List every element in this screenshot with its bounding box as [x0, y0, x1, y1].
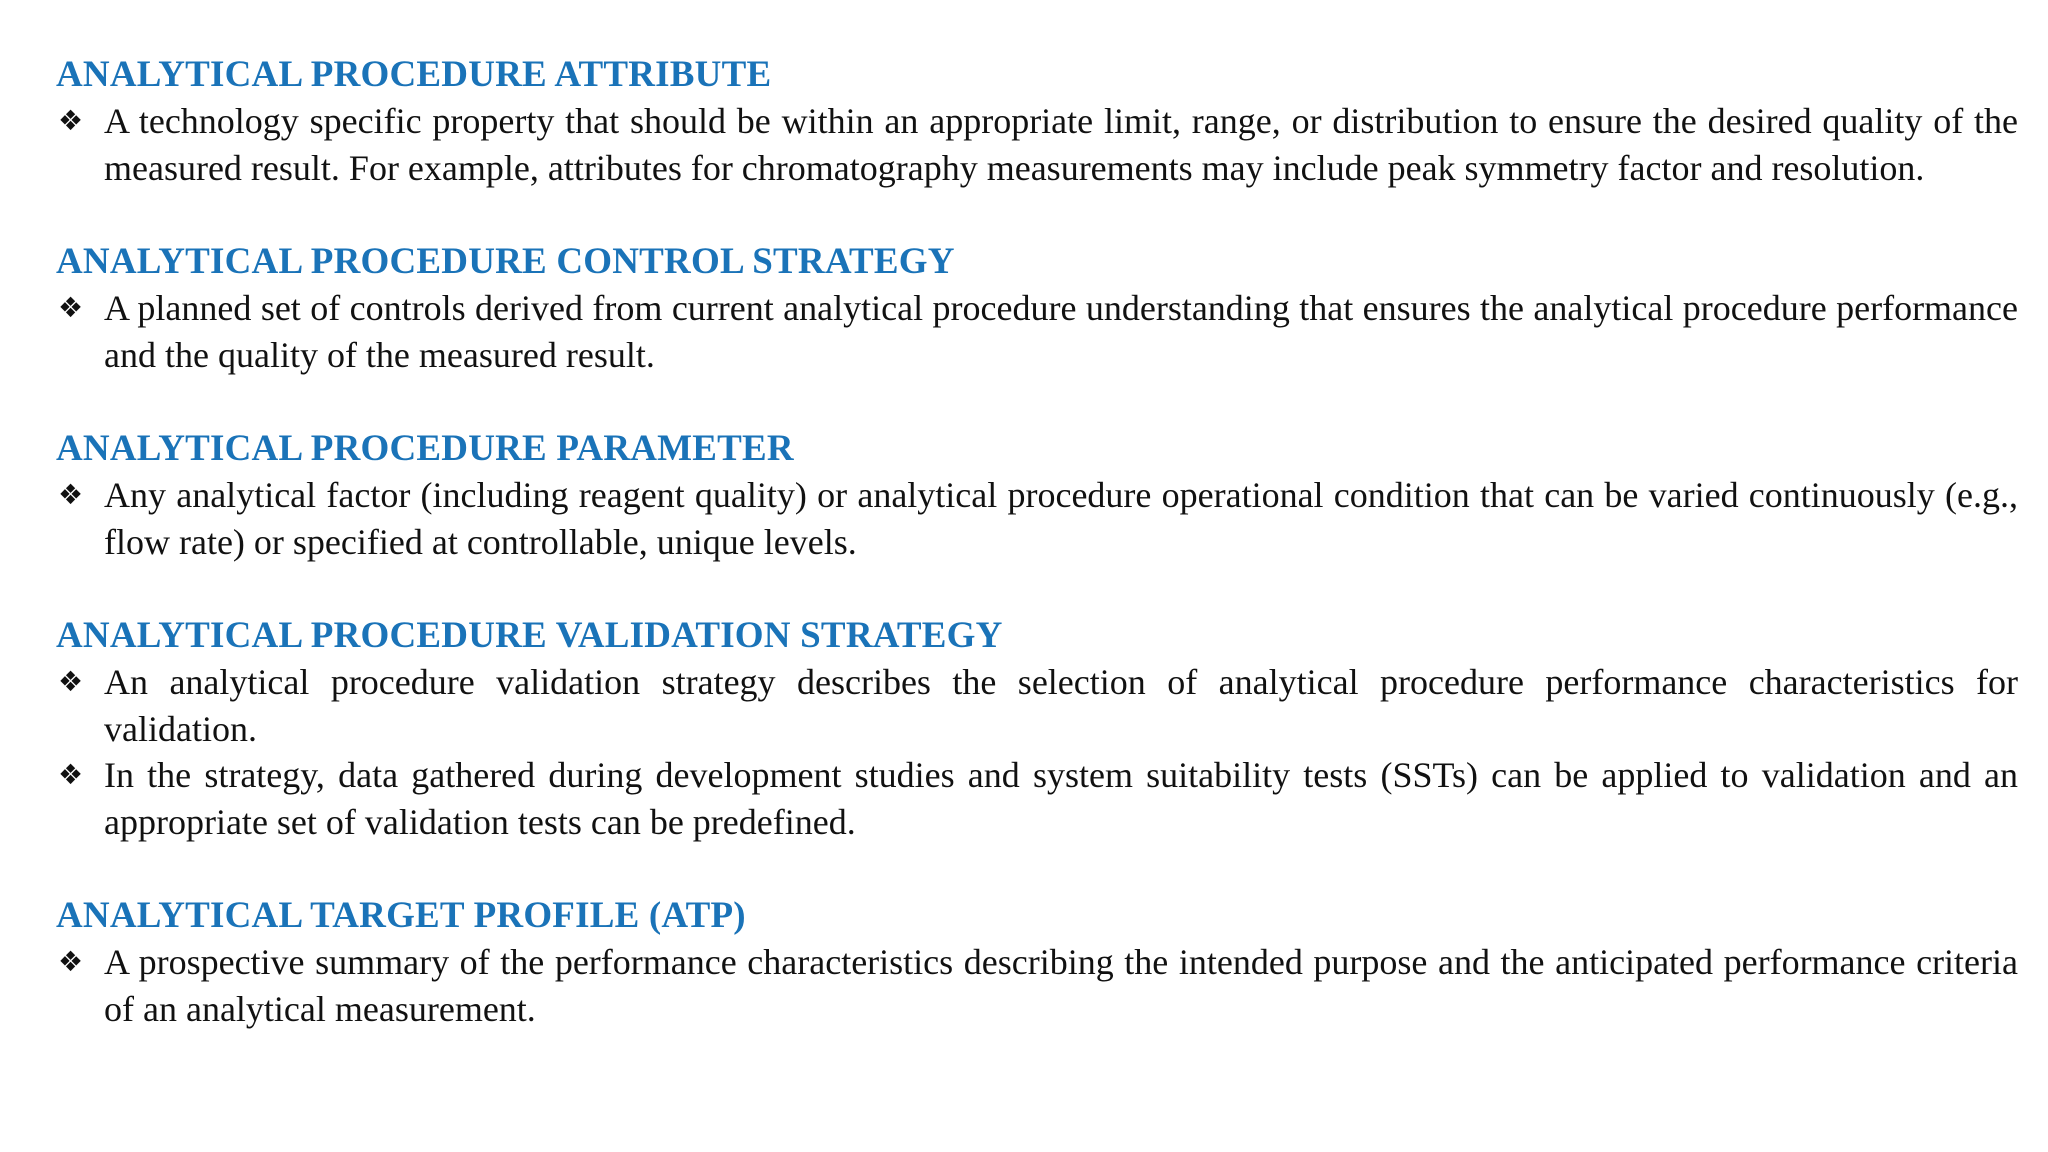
definition-list	[56, 659, 2018, 845]
definition-item	[56, 285, 2018, 378]
diamond-bullet-icon: ❖	[58, 758, 84, 791]
definition-text: A prospective summary of the performance characteristics describing the intended purpose and the anticipated performance criteria of an analytical measurement.	[104, 942, 2018, 1029]
definition-item	[56, 98, 2018, 191]
definition-text: A planned set of controls derived from current analytical procedure understanding that ensures the analytical procedure performance and the quality of the measured result.	[104, 288, 2018, 375]
term-heading: ANALYTICAL PROCEDURE CONTROL STRATEGY	[56, 241, 955, 282]
glossary-page	[56, 52, 2018, 1080]
term-heading: ANALYTICAL PROCEDURE ATTRIBUTE	[56, 54, 772, 95]
glossary-entry-atp	[56, 893, 2018, 1032]
term-heading: ANALYTICAL TARGET PROFILE (ATP)	[56, 895, 746, 936]
term-heading: ANALYTICAL PROCEDURE PARAMETER	[56, 428, 794, 469]
definition-item	[56, 939, 2018, 1032]
diamond-bullet-icon: ❖	[58, 478, 84, 511]
definition-text: A technology specific property that should be within an appropriate limit, range, or distribution to ensure the desired quality of the measured result. For example, attributes for chromatography measurements may include peak symmetry factor and resolution.	[104, 101, 2018, 188]
definition-item	[56, 472, 2018, 565]
definition-text: Any analytical factor (including reagent quality) or analytical procedure operational condition that can be varied continuously (e.g., flow rate) or specified at controllable, unique levels.	[104, 475, 2018, 562]
definition-item	[56, 752, 2018, 845]
diamond-bullet-icon: ❖	[58, 291, 84, 324]
term-heading: ANALYTICAL PROCEDURE VALIDATION STRATEGY	[56, 615, 1003, 656]
diamond-bullet-icon: ❖	[58, 104, 84, 137]
glossary-entry-validation-strategy	[56, 613, 2018, 845]
definition-list	[56, 472, 2018, 565]
glossary-entry-parameter	[56, 426, 2018, 565]
glossary-entry-attribute	[56, 52, 2018, 191]
definition-list	[56, 285, 2018, 378]
definition-text: In the strategy, data gathered during development studies and system suitability tests (SSTs) can be applied to validation and an appropriate set of validation tests can be predefined.	[104, 755, 2018, 842]
glossary-entry-control-strategy	[56, 239, 2018, 378]
diamond-bullet-icon: ❖	[58, 945, 84, 978]
definition-text: An analytical procedure validation strategy describes the selection of analytical procedure performance characteristics for validation.	[104, 662, 2018, 749]
definition-item	[56, 659, 2018, 752]
definition-list	[56, 939, 2018, 1032]
definition-list	[56, 98, 2018, 191]
diamond-bullet-icon: ❖	[58, 665, 84, 698]
